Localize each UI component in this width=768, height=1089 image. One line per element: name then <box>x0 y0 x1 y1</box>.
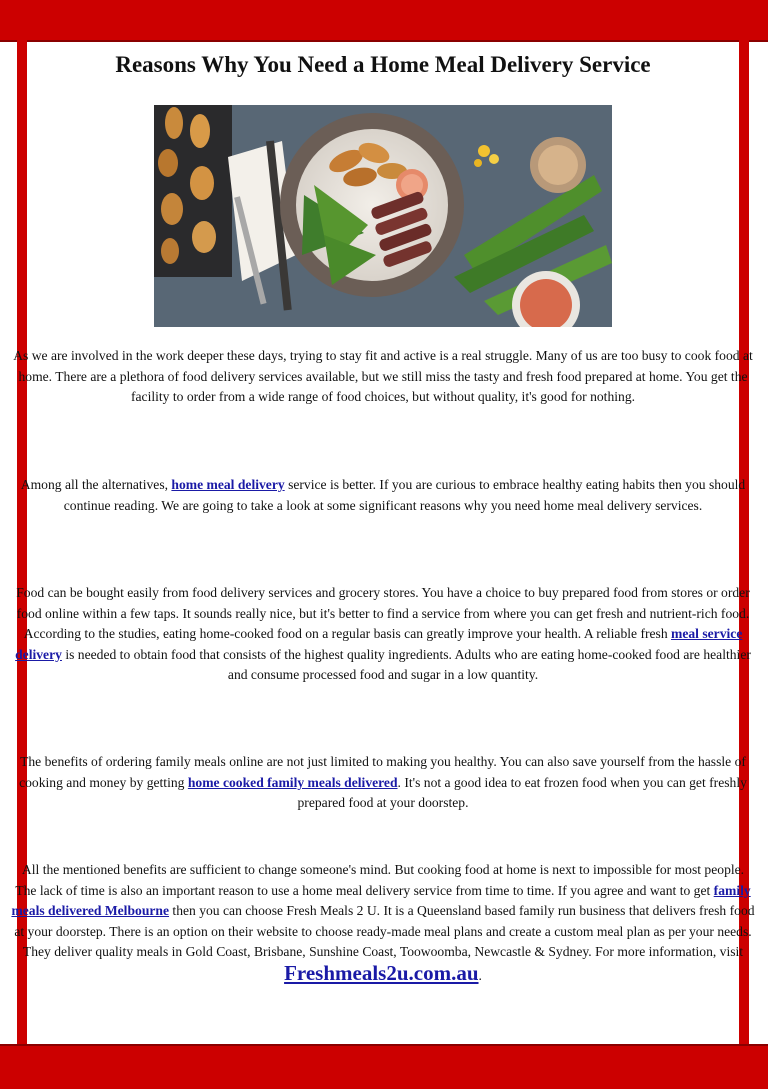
page-title: Reasons Why You Need a Home Meal Delivery Service <box>115 52 651 77</box>
bottom-red-bar <box>0 1044 768 1089</box>
link-home-meal-delivery[interactable]: home meal delivery <box>171 477 285 492</box>
paragraph-alternatives: Among all the alternatives, home meal delivery service is better. If you are curious to embrace healthy eating habits then you should continue reading. We are going to take a look at some significant reasons why you need home meal delivery services. <box>20 477 746 513</box>
link-home-cooked-family-meals[interactable]: home cooked family meals delivered <box>187 774 398 790</box>
paragraph-food-options: Food can be bought easily from food delivery services and grocery stores. You have a choice to buy prepared food from stores or order food online within a few taps. It sounds really nice, but it's better to find a service from where you can get fresh and nutrient-rich food. According to the studies, eating home-cooked food on a regular basis can greatly improve your health. A reliable fresh meal service delivery is needed to obtain food that consists of the highest quality ingredients. Adults who are eating home-cooked food are healthier and consume processed food and sugar in a low quantity. <box>15 585 751 682</box>
link-meal-service-delivery[interactable]: meal service delivery <box>15 626 743 662</box>
paragraph-intro: As we are involved in the work deeper these days, trying to stay fit and active is a real struggle. Many of us are too busy to cook food at home. There are a plethora of food delivery services available, but we still miss the tasty and fresh food prepared at home. You get the facility to order from a wide range of food choices, but without quality, it's good for nothing. <box>13 348 753 404</box>
meal-photo <box>154 105 612 327</box>
top-red-bar <box>0 0 768 42</box>
paragraph-conclusion: All the mentioned benefits are sufficient to change someone's mind. But cooking food at home is next to impossible for most people. The lack of time is also an important reason to use a home meal delivery service from time to time. If you agree and want to get family meals delivered Melbourne then you can choose Fresh Meals 2 U. It is a Queensland based family run business that delivers fresh food at your doorstep. There is an option on their website to choose ready-made meal plans and create a custom meal plan as per your needs. They deliver quality meals in Gold Coast, Brisbane, Sunshine Coast, Toowoomba, Newcastle & Sydney. For more information, visit Freshmeals2u.com.au. <box>11 862 755 985</box>
link-family-meals-melbourne[interactable]: family meals delivered Melbourne <box>11 882 751 918</box>
document-page <box>11 40 755 1044</box>
paragraph-benefits: The benefits of ordering family meals online are not just limited to making you healthy. You can also save yourself from the hassle of cooking and money by getting home cooked family meals delivered. It's not a good idea to eat frozen food when you can get freshly prepared food at your doorstep. <box>19 754 747 810</box>
link-freshmeals2u-website[interactable]: Freshmeals2u.com.au <box>284 960 479 985</box>
